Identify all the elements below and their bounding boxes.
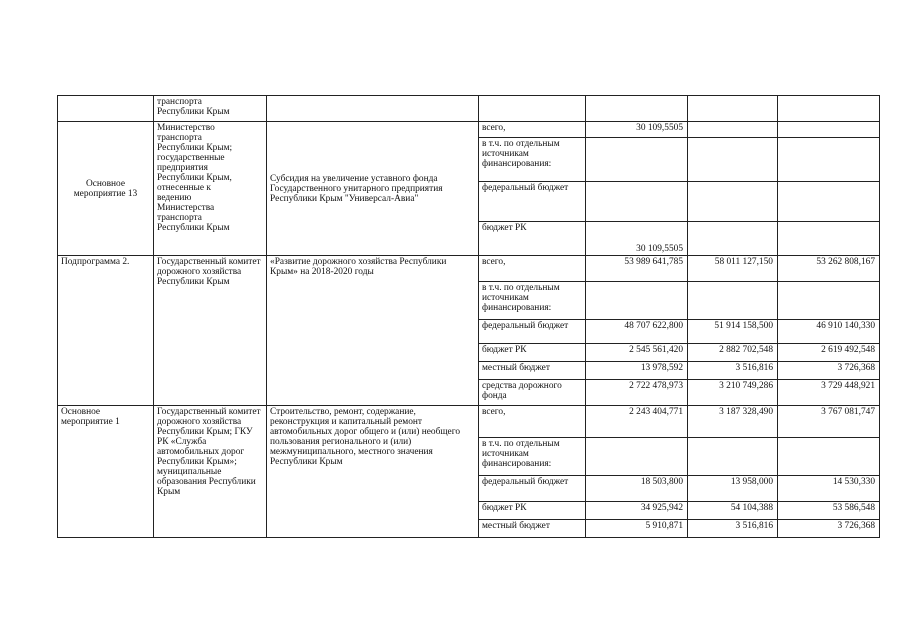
- value-2019-cell: [688, 438, 778, 476]
- value-2019-cell: 3 187 328,490: [688, 406, 778, 438]
- value-2018-cell: 2 243 404,771: [586, 406, 688, 438]
- value-2020-cell: [778, 138, 880, 182]
- source-cell: бюджет РК: [479, 222, 586, 256]
- value-2020-cell: 2 619 492,548: [778, 344, 880, 362]
- source-cell: в т.ч. по отдельным источникам финансирования:: [479, 282, 586, 320]
- value-2020-cell: 3 729 448,921: [778, 380, 880, 406]
- value-2020-cell: [778, 282, 880, 320]
- value-2020-cell: [778, 122, 880, 138]
- value-2018-cell: 2 545 561,420: [586, 344, 688, 362]
- subprogram-2-executor: Государственный комитет дорожного хозяйства Республики Крым: [154, 256, 267, 406]
- value-2020-cell: 3 726,368: [778, 520, 880, 538]
- value-2019-cell: 3 516,816: [688, 520, 778, 538]
- value-2019-cell: [688, 138, 778, 182]
- source-cell: всего,: [479, 122, 586, 138]
- value-2018-cell: 30 109,5505: [586, 122, 688, 138]
- source-cell: средства дорожного фонда: [479, 380, 586, 406]
- table-row: [58, 256, 880, 282]
- table-row: [58, 406, 880, 438]
- executor-cell: транспорта Республики Крым: [154, 96, 267, 122]
- value-2019-cell: 51 914 158,500: [688, 320, 778, 344]
- source-cell: в т.ч. по отдельным источникам финансирования:: [479, 138, 586, 182]
- description-cell: [267, 96, 479, 122]
- measure-13-description: Субсидия на увеличение уставного фонда Государственного унитарного предприятия Республики Крым "Универсал-Авиа": [267, 122, 479, 256]
- value-2019-cell: [688, 122, 778, 138]
- value-2018-cell: 53 989 641,785: [586, 256, 688, 282]
- value-2020-cell: 46 910 140,330: [778, 320, 880, 344]
- financing-table: [57, 95, 880, 538]
- value-2020-cell: [778, 96, 880, 122]
- source-cell: всего,: [479, 406, 586, 438]
- value-2018-cell: 30 109,5505: [586, 222, 688, 256]
- value-2019-cell: [688, 182, 778, 222]
- value-2019-cell: [688, 96, 778, 122]
- measure-1-name: Основное мероприятие 1: [58, 406, 154, 538]
- value-2020-cell: 3 726,368: [778, 362, 880, 380]
- value-2019-cell: 58 011 127,150: [688, 256, 778, 282]
- source-cell: [479, 96, 586, 122]
- value-2019-cell: 13 958,000: [688, 476, 778, 502]
- source-cell: в т.ч. по отдельным источникам финансирования:: [479, 438, 586, 476]
- measure-13-executor: Министерство транспорта Республики Крым; государственные предприятия Республики Крым, отнесенные к ведению Министерства транспорта Республики Крым: [154, 122, 267, 256]
- subprogram-2-name: Подпрограмма 2.: [58, 256, 154, 406]
- value-2019-cell: [688, 222, 778, 256]
- value-2018-cell: 2 722 478,973: [586, 380, 688, 406]
- value-2018-cell: [586, 182, 688, 222]
- value-2018-cell: 13 978,592: [586, 362, 688, 380]
- measure-13-name: Основное мероприятие 13: [58, 122, 154, 256]
- table-row: [58, 122, 880, 138]
- continuation-row: [58, 96, 880, 122]
- source-cell: федеральный бюджет: [479, 476, 586, 502]
- value-2020-cell: 53 586,548: [778, 502, 880, 520]
- value-2019-cell: 54 104,388: [688, 502, 778, 520]
- value-2018-cell: 34 925,942: [586, 502, 688, 520]
- value-2019-cell: 3 516,816: [688, 362, 778, 380]
- value-2018-cell: [586, 96, 688, 122]
- value-2020-cell: [778, 438, 880, 476]
- source-cell: федеральный бюджет: [479, 182, 586, 222]
- source-cell: местный бюджет: [479, 520, 586, 538]
- value-2019-cell: [688, 282, 778, 320]
- value-2018-cell: 5 910,871: [586, 520, 688, 538]
- value-2018-cell: [586, 438, 688, 476]
- source-cell: местный бюджет: [479, 362, 586, 380]
- measure-1-executor: Государственный комитет дорожного хозяйства Республики Крым; ГКУ РК «Служба автомобильных дорог Республики Крым»; муниципальные образования Республики Крым: [154, 406, 267, 538]
- measure-1-description: Строительство, ремонт, содержание, реконструкция и капитальный ремонт автомобильных дорог общего и (или) необщего пользования регионального и (или) межмуниципального, местного значения Республики Крым: [267, 406, 479, 538]
- value-2018-cell: 18 503,800: [586, 476, 688, 502]
- source-cell: бюджет РК: [479, 502, 586, 520]
- value-2020-cell: [778, 222, 880, 256]
- value-2019-cell: 2 882 702,548: [688, 344, 778, 362]
- value-2020-cell: 14 530,330: [778, 476, 880, 502]
- value-2019-cell: 3 210 749,286: [688, 380, 778, 406]
- value-2020-cell: 53 262 808,167: [778, 256, 880, 282]
- source-cell: бюджет РК: [479, 344, 586, 362]
- program-name-cell: [58, 96, 154, 122]
- value-2020-cell: [778, 182, 880, 222]
- source-cell: всего,: [479, 256, 586, 282]
- source-cell: федеральный бюджет: [479, 320, 586, 344]
- value-2018-cell: 48 707 622,800: [586, 320, 688, 344]
- subprogram-2-description: «Развитие дорожного хозяйства Республики Крым» на 2018-2020 годы: [267, 256, 479, 406]
- value-2018-cell: [586, 138, 688, 182]
- value-2020-cell: 3 767 081,747: [778, 406, 880, 438]
- value-2018-cell: [586, 282, 688, 320]
